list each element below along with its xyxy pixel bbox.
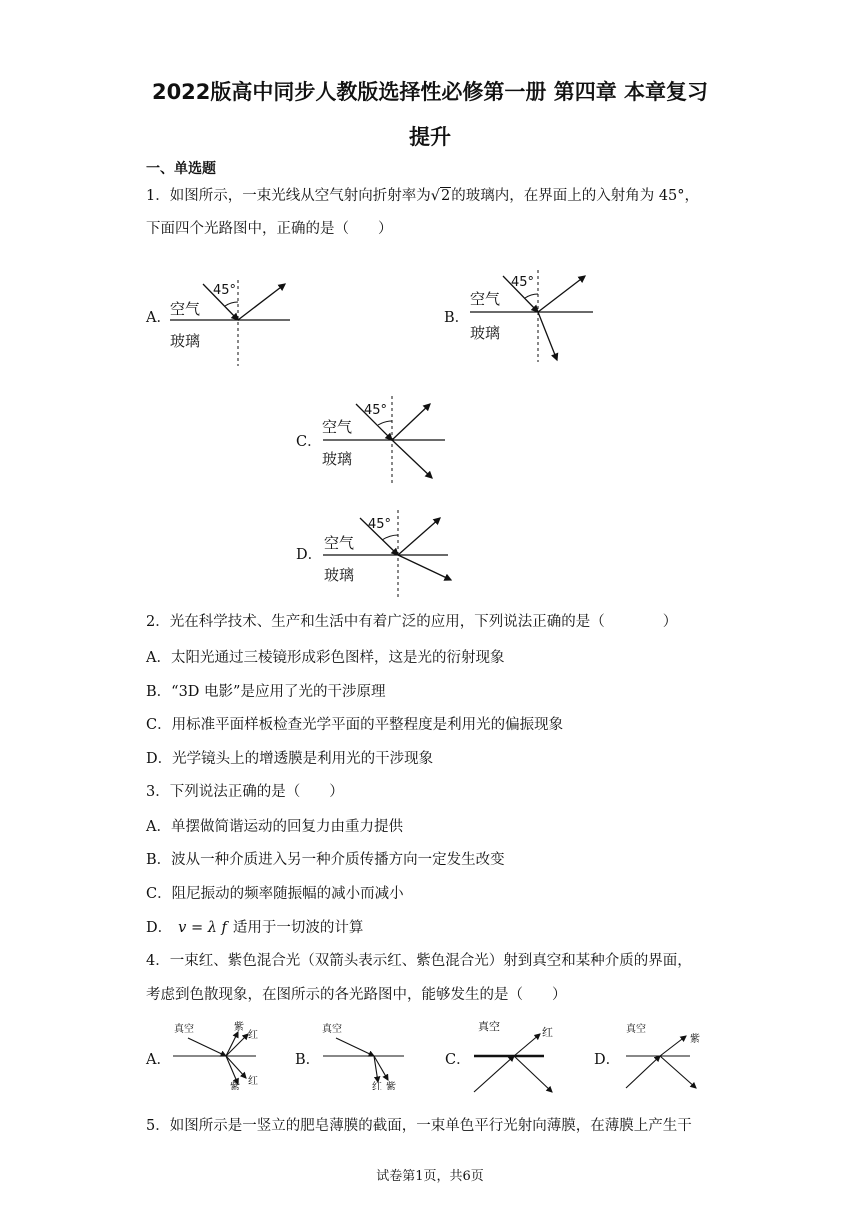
q3-stem: 3．下列说法正确的是（ ） <box>146 784 344 800</box>
svg-text:紫: 紫 <box>386 1082 396 1090</box>
q4-stem: 4．一束红、紫色混合光（双箭头表示红、紫色混合光）射到真空和某种介质的界面， <box>146 953 692 969</box>
q4-option-a-label: A． <box>146 1052 171 1068</box>
angle-label: 45° <box>511 275 535 290</box>
page-footer: 试卷第1页，共6页 <box>376 1169 484 1184</box>
q4-option-d-label: D． <box>594 1052 621 1068</box>
air-label: 空气 <box>324 534 355 552</box>
q3-option-d: D． v = λ f 适用于一切波的计算 <box>146 920 364 936</box>
q3-option-c: C．阻尼振动的频率随振幅的减小而减小 <box>146 886 404 902</box>
svg-text:紫: 紫 <box>230 1082 240 1090</box>
q1-diagram-c <box>318 388 453 488</box>
q4-diagram-c <box>468 1012 568 1098</box>
q2-option-d: D．光学镜头上的增透膜是利用光的干涉现象 <box>146 751 434 767</box>
q2-option-b: B．“3D 电影”是应用了光的干涉原理 <box>146 684 386 700</box>
air-label: 空气 <box>322 418 353 436</box>
q1-option-b-label: B． <box>444 310 470 326</box>
svg-text:红: 红 <box>372 1082 382 1090</box>
q4-option-b-label: B． <box>295 1052 321 1068</box>
svg-text:红: 红 <box>248 1076 258 1087</box>
formula: v = λ f <box>178 920 227 936</box>
q1-stem-line2: 下面四个光路图中，正确的是（ ） <box>146 221 393 237</box>
glass-label: 玻璃 <box>322 450 353 468</box>
svg-text:紫: 紫 <box>690 1034 700 1045</box>
q4-diagram-b <box>318 1018 408 1090</box>
q1-option-c-label: C． <box>296 434 322 450</box>
sqrt-symbol: √2 <box>430 188 451 204</box>
q5-stem: 5．如图所示是一竖立的肥皂薄膜的截面，一束单色平行光射向薄膜，在薄膜上产生干 <box>146 1118 692 1134</box>
page-title: 2022版高中同步人教版选择性必修第一册 第四章 本章复习 <box>151 80 709 104</box>
q2-stem: 2．光在科学技术、生产和生活中有着广泛的应用，下列说法正确的是（ ） <box>146 614 678 630</box>
q1-diagram-a <box>165 270 305 370</box>
angle-label: 45° <box>364 403 388 418</box>
glass-label: 玻璃 <box>470 324 501 342</box>
q2-option-c: C．用标准平面样板检查光学平面的平整程度是利用光的偏振现象 <box>146 717 564 733</box>
q3-option-a: A．单摆做简谐运动的回复力由重力提供 <box>146 819 403 835</box>
svg-text:紫: 紫 <box>234 1022 244 1033</box>
q1-option-d-label: D． <box>296 547 323 563</box>
svg-text:真空: 真空 <box>174 1024 194 1035</box>
q1-diagram-d <box>318 500 458 600</box>
svg-text:真空: 真空 <box>478 1020 500 1033</box>
q1-diagram-b <box>465 262 605 367</box>
q1-stem: 1．如图所示，一束光线从空气射向折射率为√2的玻璃内，在界面上的入射角为 45°， <box>146 188 700 204</box>
angle-label: 45° <box>368 517 392 532</box>
air-label: 空气 <box>170 300 201 318</box>
q4-option-c-label: C． <box>445 1052 471 1068</box>
q1-option-a-label: A． <box>146 310 171 326</box>
q4-diagram-d <box>616 1018 716 1098</box>
svg-text:红: 红 <box>248 1030 258 1041</box>
glass-label: 玻璃 <box>324 566 355 584</box>
q3-option-b: B．波从一种介质进入另一种介质传播方向一定发生改变 <box>146 852 505 868</box>
svg-text:真空: 真空 <box>322 1024 342 1035</box>
section-heading: 一、单选题 <box>146 161 216 177</box>
svg-text:红: 红 <box>542 1026 553 1039</box>
page-title-cont: 提升 <box>409 125 451 149</box>
q4-diagram-a <box>168 1018 260 1090</box>
angle-label: 45° <box>213 283 237 298</box>
svg-text:真空: 真空 <box>626 1024 646 1035</box>
q4-stem-line2: 考虑到色散现象，在图所示的各光路图中，能够发生的是（ ） <box>146 987 567 1003</box>
glass-label: 玻璃 <box>170 332 201 350</box>
q2-option-a: A．太阳光通过三棱镜形成彩色图样，这是光的衍射现象 <box>146 650 505 666</box>
air-label: 空气 <box>470 290 501 308</box>
